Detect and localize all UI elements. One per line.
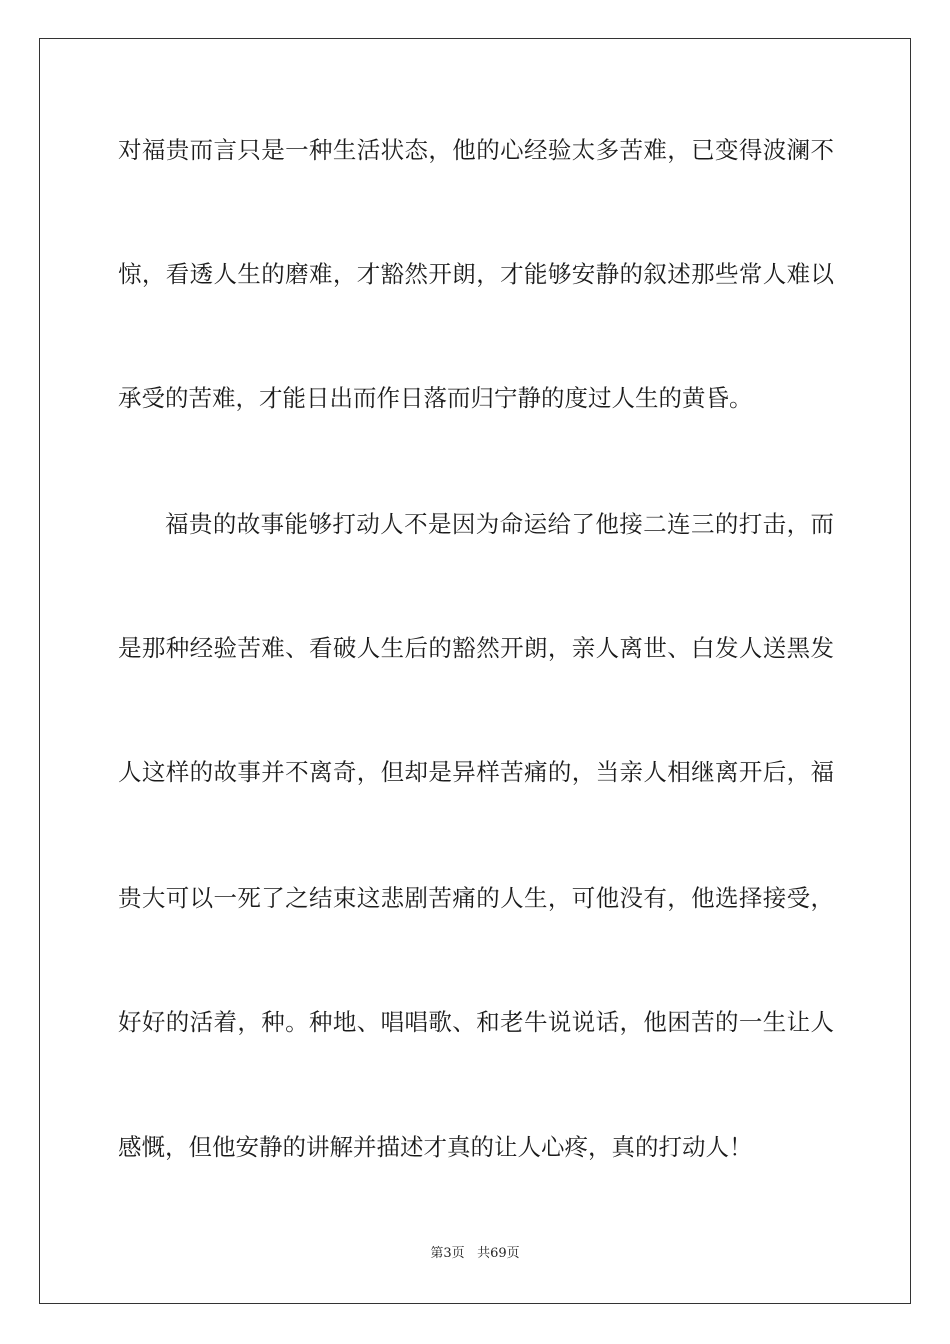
page-total: 共69页	[477, 1246, 520, 1261]
paragraph-2-line-1: 福贵的故事能够打动人不是因为命运给了他接二连三的打击，而	[165, 510, 834, 538]
paragraph-2-line-3: 人这样的故事并不离奇，但却是异样苦痛的，当亲人相继离开后，福	[118, 758, 834, 786]
paragraph-2-line-4: 贵大可以一死了之结束这悲剧苦痛的人生，可他没有，他选择接受，	[118, 884, 834, 912]
paragraph-2-line-2: 是那种经验苦难、看破人生后的豁然开朗，亲人离世、白发人送黑发	[118, 634, 834, 662]
page-number: 第3页	[430, 1246, 465, 1261]
page-footer	[0, 1245, 950, 1263]
page-frame	[39, 38, 911, 1304]
paragraph-2-line-5: 好好的活着，种。种地、唱唱歌、和老牛说说话，他困苦的一生让人	[118, 1008, 834, 1036]
paragraph-1-line-2: 惊，看透人生的磨难，才豁然开朗，才能够安静的叙述那些常人难以	[118, 260, 834, 288]
paragraph-2-line-6: 感慨，但他安静的讲解并描述才真的让人心疼，真的打动人！	[118, 1133, 753, 1161]
paragraph-1-line-1: 对福贵而言只是一种生活状态，他的心经验太多苦难，已变得波澜不	[118, 136, 834, 164]
paragraph-1-line-3: 承受的苦难，才能日出而作日落而归宁静的度过人生的黄昏。	[118, 384, 753, 412]
